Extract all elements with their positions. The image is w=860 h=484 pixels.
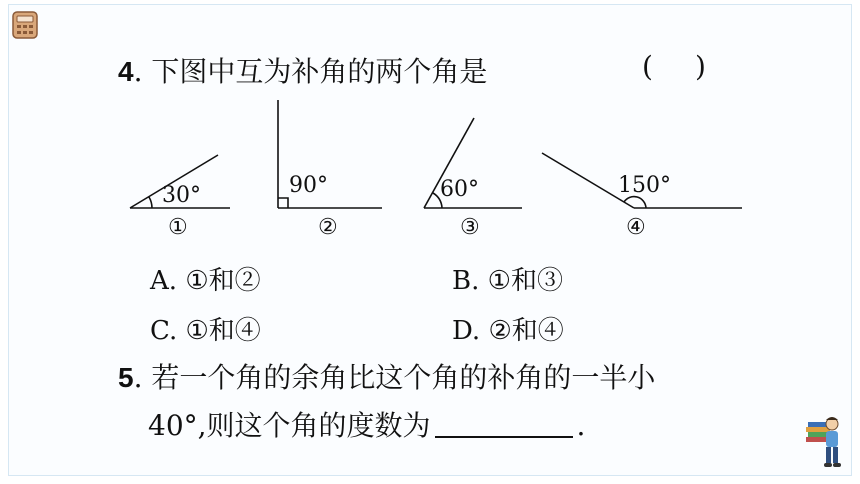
figure-1-number: ① bbox=[168, 215, 188, 240]
option-d-letter: D. bbox=[452, 316, 481, 346]
answer-blank[interactable] bbox=[435, 410, 573, 438]
question-5-period: . bbox=[576, 409, 586, 442]
kid-carrying-books-icon bbox=[800, 412, 850, 472]
option-a bbox=[150, 260, 261, 297]
option-a-text: ①和② bbox=[185, 266, 261, 296]
question-4-text: . 下图中互为补角的两个角是 bbox=[133, 55, 488, 88]
question-5 bbox=[118, 356, 655, 396]
option-b-letter: B. bbox=[452, 266, 480, 296]
question-5-line1: . 若一个角的余角比这个角的补角的一半小 bbox=[133, 361, 656, 394]
option-c-letter: C. bbox=[150, 316, 178, 346]
paren-close: ) bbox=[694, 50, 706, 83]
option-d bbox=[452, 310, 564, 347]
paren-open: ( bbox=[642, 50, 653, 83]
figure-1-angle-label: 30° bbox=[162, 183, 201, 208]
question-5-line2 bbox=[148, 404, 585, 444]
option-b bbox=[452, 260, 563, 297]
option-c bbox=[150, 310, 261, 347]
option-d-text: ②和④ bbox=[488, 316, 564, 346]
figure-4-number: ④ bbox=[626, 215, 646, 240]
question-5-line2-text: 40°,则这个角的度数为 bbox=[148, 409, 431, 442]
figure-3-angle-label: 60° bbox=[440, 177, 479, 202]
question-4-number: 4 bbox=[118, 56, 134, 87]
figure-2-angle-label: 90° bbox=[289, 173, 328, 198]
option-c-text: ①和④ bbox=[185, 316, 261, 346]
figure-4-angle-label: 150° bbox=[618, 173, 671, 198]
option-b-text: ①和③ bbox=[487, 266, 563, 296]
question-5-number: 5 bbox=[118, 362, 134, 393]
figure-2-number: ② bbox=[318, 215, 338, 240]
figure-3-number: ③ bbox=[460, 215, 480, 240]
option-a-letter: A. bbox=[150, 266, 178, 296]
